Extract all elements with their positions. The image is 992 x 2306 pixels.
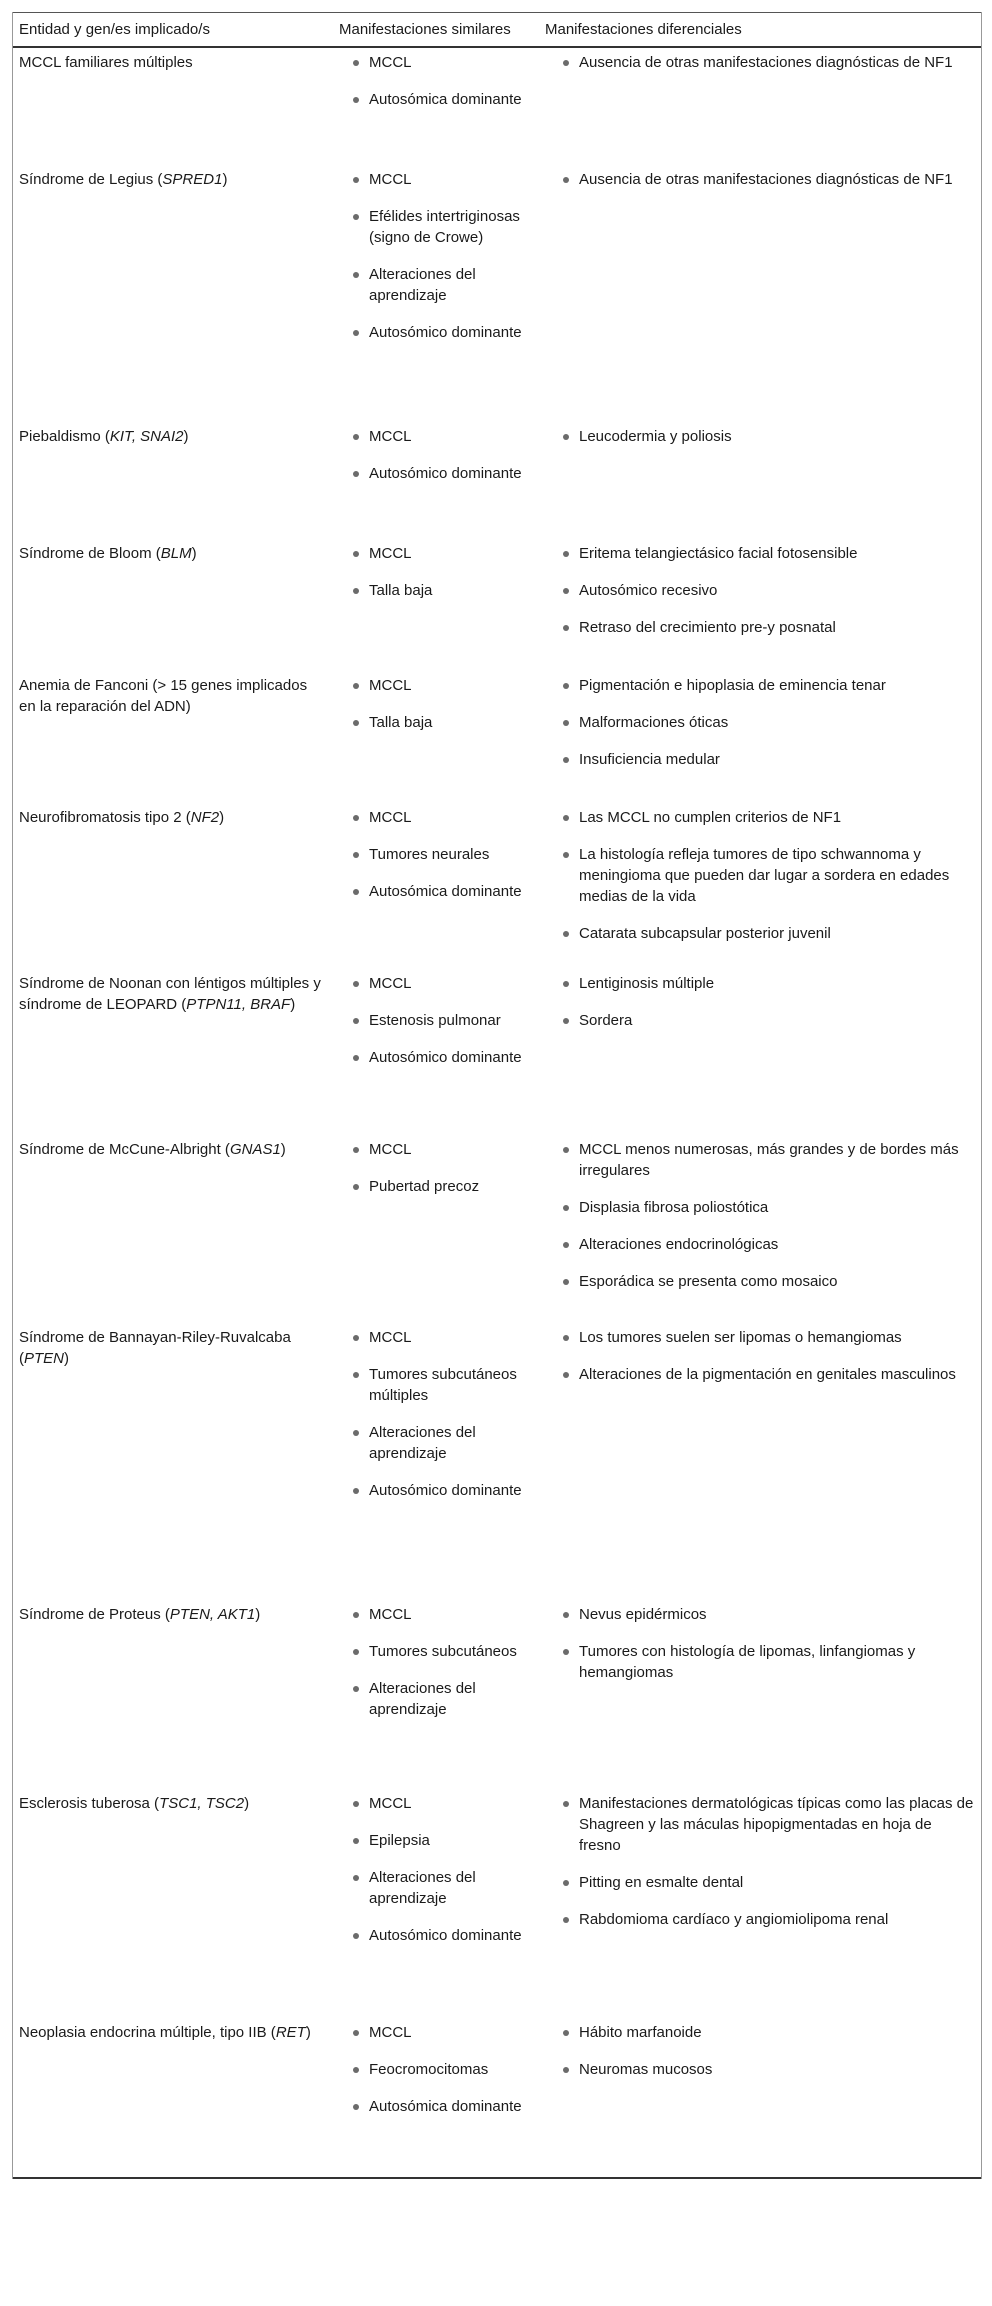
similar-item: MCCL — [347, 2022, 532, 2043]
entity-name: Neoplasia endocrina múltiple, tipo IIB ( — [19, 2024, 276, 2041]
entity-suffix: ) — [183, 428, 189, 445]
differential-item: Nevus epidérmicos — [557, 1604, 976, 1625]
entity-genes: GNAS1 — [229, 1141, 281, 1158]
entity-genes: TSC1, TSC2 — [159, 1795, 245, 1812]
differential-item: Autosómico recesivo — [557, 580, 976, 601]
similar-item: Alteraciones del aprendizaje — [347, 264, 532, 306]
entity-cell — [12, 1323, 332, 1600]
differential-cell — [538, 1135, 982, 1323]
entity-name: Síndrome de Noonan con léntigos múltiples y síndrome de LEOPARD ( — [19, 975, 321, 1013]
similar-item: MCCL — [347, 543, 532, 564]
similar-item: MCCL — [347, 426, 532, 447]
entity-suffix: ) — [222, 171, 228, 188]
differential-cell-list — [545, 1793, 976, 1930]
similar-item: Autosómico dominante — [347, 1480, 532, 1501]
differential-item: Retraso del crecimiento pre-y posnatal — [557, 617, 976, 638]
entity-suffix: ) — [244, 1795, 250, 1812]
similar-cell — [332, 1135, 538, 1323]
differential-cell-list — [545, 543, 976, 638]
differential-item: La histología refleja tumores de tipo schwannoma y meningioma que pueden dar lugar a sordera en edades medias de la vida — [557, 844, 976, 907]
differential-item: Sordera — [557, 1010, 976, 1031]
entity-cell — [12, 1600, 332, 1789]
similar-item: Feocromocitomas — [347, 2059, 532, 2080]
differential-item: Lentiginosis múltiple — [557, 973, 976, 994]
similar-cell — [332, 539, 538, 671]
entity-name: Síndrome de Legius ( — [19, 171, 163, 188]
similar-item: MCCL — [347, 807, 532, 828]
table-row — [12, 1789, 982, 2018]
entity-cell — [12, 539, 332, 671]
entity-name: Síndrome de Proteus ( — [19, 1606, 170, 1623]
similar-item: MCCL — [347, 1139, 532, 1160]
differential-item: Malformaciones óticas — [557, 712, 976, 733]
entity-genes: BLM — [160, 545, 192, 562]
entity-genes: KIT, SNAI2 — [109, 428, 184, 445]
differential-cell — [538, 969, 982, 1135]
differential-cell-list — [545, 1327, 976, 1385]
entity-genes: PTEN — [24, 1350, 65, 1367]
entity-genes: SPRED1 — [162, 171, 223, 188]
differential-item: Ausencia de otras manifestaciones diagnósticas de NF1 — [557, 52, 976, 73]
similar-cell — [332, 671, 538, 803]
table-row — [12, 539, 982, 671]
differential-cell-list — [545, 52, 976, 73]
similar-cell — [332, 1323, 538, 1600]
entity-suffix: ) — [219, 809, 225, 826]
differential-cell — [538, 1600, 982, 1789]
similar-cell-list — [339, 1604, 532, 1720]
similar-item: MCCL — [347, 973, 532, 994]
similar-item: Estenosis pulmonar — [347, 1010, 532, 1031]
similar-cell-list — [339, 2022, 532, 2117]
entity-name: Síndrome de McCune-Albright ( — [19, 1141, 230, 1158]
entity-name: Síndrome de Bannayan-Riley-Ruvalcaba ( — [19, 1329, 291, 1367]
entity-suffix: ) — [191, 545, 197, 562]
table-row — [12, 2018, 982, 2178]
differential-item: Las MCCL no cumplen criterios de NF1 — [557, 807, 976, 828]
differential-cell-list — [545, 973, 976, 1031]
differential-cell — [538, 1323, 982, 1600]
differential-item: Ausencia de otras manifestaciones diagnósticas de NF1 — [557, 169, 976, 190]
entity-cell — [12, 2018, 332, 2178]
entity-cell — [12, 671, 332, 803]
differential-cell — [538, 422, 982, 539]
differential-cell-list — [545, 2022, 976, 2080]
similar-item: Epilepsia — [347, 1830, 532, 1851]
differential-diagnosis-table — [12, 12, 982, 2179]
similar-cell-list — [339, 1327, 532, 1501]
table-left-border — [12, 12, 13, 2179]
differential-item: Neuromas mucosos — [557, 2059, 976, 2080]
differential-cell — [538, 539, 982, 671]
similar-item: Talla baja — [347, 712, 532, 733]
table-row — [12, 803, 982, 969]
differential-cell — [538, 47, 982, 165]
entity-genes: PTPN11, BRAF — [186, 996, 291, 1013]
similar-cell-list — [339, 675, 532, 733]
differential-item: Eritema telangiectásico facial fotosensible — [557, 543, 976, 564]
entity-genes: PTEN, AKT1 — [169, 1606, 256, 1623]
similar-cell — [332, 803, 538, 969]
table-container — [12, 12, 982, 2179]
entity-cell — [12, 969, 332, 1135]
table-header-row — [12, 13, 982, 48]
similar-cell — [332, 47, 538, 165]
similar-cell-list — [339, 426, 532, 484]
header-similar: Manifestaciones similares — [332, 13, 538, 48]
similar-item: Autosómica dominante — [347, 89, 532, 110]
differential-item: Pitting en esmalte dental — [557, 1872, 976, 1893]
entity-cell — [12, 1135, 332, 1323]
similar-item: Efélides intertriginosas (signo de Crowe) — [347, 206, 532, 248]
similar-cell-list — [339, 1139, 532, 1197]
similar-cell-list — [339, 169, 532, 343]
similar-item: MCCL — [347, 169, 532, 190]
similar-cell — [332, 1789, 538, 2018]
differential-cell-list — [545, 426, 976, 447]
differential-cell-list — [545, 807, 976, 944]
similar-item: MCCL — [347, 675, 532, 696]
entity-suffix: ) — [280, 1141, 286, 1158]
entity-genes: NF2 — [190, 809, 220, 826]
header-entity: Entidad y gen/es implicado/s — [12, 13, 332, 48]
differential-item: Catarata subcapsular posterior juvenil — [557, 923, 976, 944]
differential-item: Displasia fibrosa poliostótica — [557, 1197, 976, 1218]
differential-item: Esporádica se presenta como mosaico — [557, 1271, 976, 1292]
entity-cell — [12, 803, 332, 969]
similar-cell — [332, 969, 538, 1135]
table-row — [12, 1600, 982, 1789]
entity-name: Esclerosis tuberosa ( — [19, 1795, 160, 1812]
similar-item: Tumores subcutáneos — [347, 1641, 532, 1662]
similar-cell — [332, 165, 538, 422]
differential-item: Hábito marfanoide — [557, 2022, 976, 2043]
differential-item: Manifestaciones dermatológicas típicas como las placas de Shagreen y las máculas hipopigmentadas en hoja de fresno — [557, 1793, 976, 1856]
similar-item: Tumores subcutáneos múltiples — [347, 1364, 532, 1406]
similar-item: Pubertad precoz — [347, 1176, 532, 1197]
table-row — [12, 1135, 982, 1323]
entity-name: Piebaldismo ( — [19, 428, 110, 445]
differential-item: Pigmentación e hipoplasia de eminencia tenar — [557, 675, 976, 696]
similar-cell-list — [339, 543, 532, 601]
differential-item: Alteraciones endocrinológicas — [557, 1234, 976, 1255]
differential-item: Los tumores suelen ser lipomas o hemangiomas — [557, 1327, 976, 1348]
similar-cell-list — [339, 52, 532, 110]
differential-item: MCCL menos numerosas, más grandes y de bordes más irregulares — [557, 1139, 976, 1181]
differential-item: Alteraciones de la pigmentación en genitales masculinos — [557, 1364, 976, 1385]
differential-item: Rabdomioma cardíaco y angiomiolipoma renal — [557, 1909, 976, 1930]
differential-cell — [538, 165, 982, 422]
header-differential: Manifestaciones diferenciales — [538, 13, 982, 48]
similar-cell-list — [339, 807, 532, 902]
table-right-border — [981, 12, 982, 2179]
table-row — [12, 671, 982, 803]
differential-item: Leucodermia y poliosis — [557, 426, 976, 447]
entity-suffix: ) — [290, 996, 296, 1013]
similar-item: Autosómico dominante — [347, 1925, 532, 1946]
table-row — [12, 1323, 982, 1600]
entity-name: Neurofibromatosis tipo 2 ( — [19, 809, 191, 826]
table-row — [12, 47, 982, 165]
table-row — [12, 165, 982, 422]
differential-cell-list — [545, 1139, 976, 1292]
similar-item: Alteraciones del aprendizaje — [347, 1678, 532, 1720]
similar-item: Autosómico dominante — [347, 1047, 532, 1068]
differential-cell — [538, 671, 982, 803]
differential-cell — [538, 2018, 982, 2178]
differential-item: Tumores con histología de lipomas, linfangiomas y hemangiomas — [557, 1641, 976, 1683]
similar-item: Talla baja — [347, 580, 532, 601]
entity-cell — [12, 47, 332, 165]
similar-item: MCCL — [347, 1604, 532, 1625]
differential-cell — [538, 1789, 982, 2018]
entity-suffix: ) — [305, 2024, 311, 2041]
differential-item: Insuficiencia medular — [557, 749, 976, 770]
similar-item: Autosómica dominante — [347, 881, 532, 902]
table-row — [12, 422, 982, 539]
differential-cell-list — [545, 675, 976, 770]
differential-cell — [538, 803, 982, 969]
table-row — [12, 969, 982, 1135]
entity-name: Síndrome de Bloom ( — [19, 545, 161, 562]
similar-item: Autosómico dominante — [347, 463, 532, 484]
similar-item: MCCL — [347, 1793, 532, 1814]
differential-cell-list — [545, 1604, 976, 1683]
similar-item: MCCL — [347, 52, 532, 73]
similar-item: Autosómica dominante — [347, 2096, 532, 2117]
similar-cell-list — [339, 1793, 532, 1946]
similar-item: MCCL — [347, 1327, 532, 1348]
similar-cell — [332, 2018, 538, 2178]
entity-name: Anemia de Fanconi (> 15 genes implicados en la reparación del ADN) — [19, 677, 308, 715]
similar-cell — [332, 1600, 538, 1789]
similar-cell-list — [339, 973, 532, 1068]
entity-cell — [12, 1789, 332, 2018]
entity-name: MCCL familiares múltiples — [19, 54, 193, 71]
entity-cell — [12, 422, 332, 539]
entity-genes: RET — [275, 2024, 306, 2041]
differential-cell-list — [545, 169, 976, 190]
similar-cell — [332, 422, 538, 539]
similar-item: Alteraciones del aprendizaje — [347, 1867, 532, 1909]
entity-suffix: ) — [255, 1606, 261, 1623]
entity-cell — [12, 165, 332, 422]
similar-item: Tumores neurales — [347, 844, 532, 865]
similar-item: Alteraciones del aprendizaje — [347, 1422, 532, 1464]
entity-suffix: ) — [64, 1350, 70, 1367]
similar-item: Autosómico dominante — [347, 322, 532, 343]
